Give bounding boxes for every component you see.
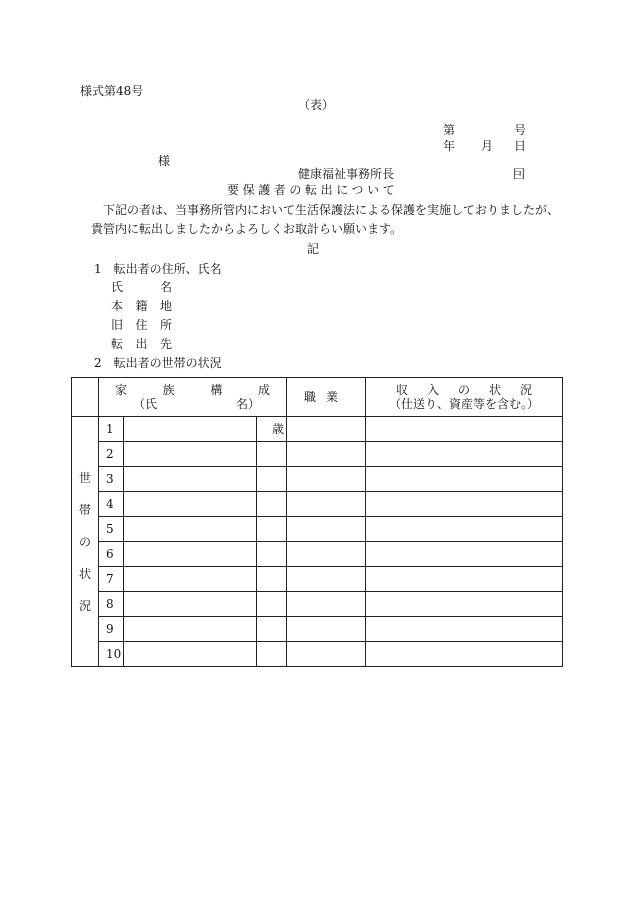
family-name-cell: [124, 617, 257, 642]
field-char: 籍: [135, 299, 148, 313]
day-label: 日: [514, 139, 527, 153]
job-cell: [287, 417, 366, 442]
row-number: 8: [99, 592, 124, 617]
form-number: 様式第48号: [80, 84, 144, 98]
age-cell: [257, 567, 287, 592]
income-cell: [366, 467, 563, 492]
omote-label: （表）: [298, 98, 335, 112]
side-label-char: 帯: [78, 502, 91, 517]
row-number: 3: [99, 467, 124, 492]
job-cell: [287, 517, 366, 542]
family-header-char: 成: [257, 382, 270, 397]
job-cell: [287, 642, 366, 667]
row-number: 6: [99, 542, 124, 567]
table-row: [72, 417, 563, 442]
year-label: 年: [443, 139, 456, 153]
row-number: 9: [99, 617, 124, 642]
job-cell: [287, 567, 366, 592]
side-label-char: 世: [78, 470, 91, 485]
field-char: 氏: [111, 280, 124, 294]
job-header: 職業: [287, 378, 366, 417]
income-cell: [366, 642, 563, 667]
sender-title: 健康福祉事務所長: [298, 167, 395, 181]
section-1-heading: 1 転出者の住所、氏名: [94, 262, 222, 276]
field-name: [111, 280, 172, 294]
family-name-cell: [124, 592, 257, 617]
row-number: 2: [99, 442, 124, 467]
ki-heading: 記: [307, 242, 320, 256]
family-name-cell: [124, 417, 257, 442]
family-name-cell: [124, 542, 257, 567]
age-cell: 歳: [257, 417, 287, 442]
family-header: [99, 378, 287, 417]
field-char: 出: [135, 337, 148, 351]
income-header-char: 状: [488, 382, 501, 397]
table-row: [72, 542, 563, 567]
job-cell: [287, 617, 366, 642]
household-table: [71, 377, 563, 667]
corner-cell: [72, 378, 99, 417]
row-number: 4: [99, 492, 124, 517]
income-header-char: 収: [396, 382, 409, 397]
table-row: [72, 442, 563, 467]
income-header-char: 入: [426, 382, 439, 397]
family-name-cell: [124, 467, 257, 492]
income-cell: [366, 517, 563, 542]
field-old-address: [111, 318, 172, 332]
income-cell: [366, 492, 563, 517]
field-char: 転: [111, 337, 124, 351]
age-cell: [257, 467, 287, 492]
document-title: 要保護者の転出について: [227, 183, 399, 197]
field-char: 住: [135, 318, 148, 332]
age-cell: [257, 592, 287, 617]
family-name-cell: [124, 442, 257, 467]
field-char: 所: [159, 318, 172, 332]
income-header-char: 況: [519, 382, 532, 397]
table-row: [72, 467, 563, 492]
family-name-cell: [124, 642, 257, 667]
side-label-char: の: [78, 534, 91, 549]
income-cell: [366, 542, 563, 567]
table-row: [72, 617, 563, 642]
age-cell: [257, 442, 287, 467]
row-number: 1: [99, 417, 124, 442]
family-header-char: 家: [115, 382, 128, 397]
field-char: 地: [159, 299, 172, 313]
side-label-char: 状: [78, 566, 91, 581]
age-cell: [257, 492, 287, 517]
addressee-honorific: 様: [158, 154, 171, 168]
age-cell: [257, 517, 287, 542]
row-number: 10: [99, 642, 124, 667]
job-cell: [287, 467, 366, 492]
field-char: 先: [159, 337, 172, 351]
family-name-cell: [124, 492, 257, 517]
household-side-label: [72, 417, 99, 667]
age-cell: [257, 617, 287, 642]
family-sub-char: （氏: [133, 397, 158, 411]
section-2-heading: 2 転出者の世帯の状況: [94, 356, 222, 370]
job-cell: [287, 492, 366, 517]
table-row: [72, 567, 563, 592]
field-destination: [111, 337, 172, 351]
job-cell: [287, 592, 366, 617]
family-name-cell: [124, 567, 257, 592]
table-row: [72, 492, 563, 517]
field-honseki: [111, 299, 172, 313]
family-name-cell: [124, 517, 257, 542]
job-cell: [287, 442, 366, 467]
income-cell: [366, 592, 563, 617]
side-label-char: 況: [78, 598, 91, 613]
income-header: [366, 378, 563, 417]
family-header-char: 構: [210, 382, 223, 397]
table-row: [72, 642, 563, 667]
table-header-row: [72, 378, 563, 417]
table-row: [72, 592, 563, 617]
family-sub-char: 名）: [235, 397, 260, 411]
income-header-char: の: [457, 382, 470, 397]
seal-mark: 囙: [513, 167, 526, 181]
table-row: [72, 517, 563, 542]
age-cell: [257, 642, 287, 667]
field-char: 本: [111, 299, 124, 313]
number-prefix: 第: [443, 123, 456, 137]
body-line-1: 下記の者は、当事務所管内において生活保護法による保護を実施しておりましたが、: [103, 203, 560, 217]
month-label: 月: [481, 139, 494, 153]
row-number: 5: [99, 517, 124, 542]
income-sub: （仕送り、資産等を含む。）: [388, 397, 539, 411]
field-char: 旧: [111, 318, 124, 332]
job-cell: [287, 542, 366, 567]
income-cell: [366, 417, 563, 442]
income-cell: [366, 617, 563, 642]
field-char: 名: [159, 280, 172, 294]
age-cell: [257, 542, 287, 567]
row-number: 7: [99, 567, 124, 592]
number-suffix: 号: [514, 123, 527, 137]
body-line-2: 貴管内に転出しましたからよろしくお取計らい願います。: [91, 222, 403, 236]
income-cell: [366, 442, 563, 467]
income-cell: [366, 567, 563, 592]
family-header-char: 族: [162, 382, 175, 397]
